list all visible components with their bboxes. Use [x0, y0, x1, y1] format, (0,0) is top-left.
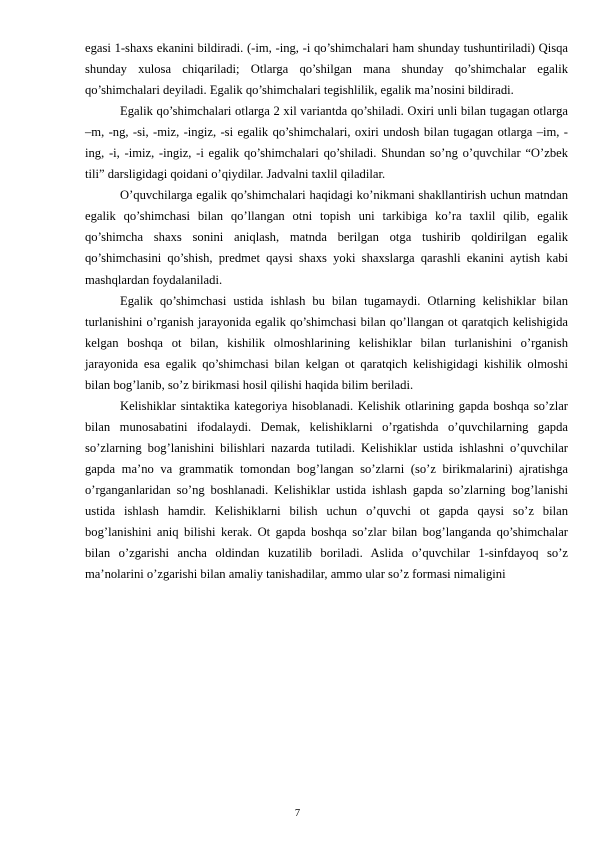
paragraph-kelishik-kategoriya: Kelishiklar sintaktika kategoriya hisoblanadi. Kelishik otlarining gapda boshqa so’zlar bilan munosabatini ifodalaydi. Demak, kelishiklarni o’rgatishda o’quvchilarning gapda so’zlarning bog’lanishini bilishlari nazarda tutiladi. Kelishiklar ustida ishlashni o’quvchilar gapda ma’no va grammatik tomondan bog’langan so’zlarni (so’z birikmalarini) ajratishga o’rganganlaridan so’ng boshlanadi. Kelishiklar ustida ishlash gapda so’zlarning bog’lanishi ustida ishlash hamdir. Kelishiklarni bilish uchun o’quvchi ot gapda qaysi so’z bilan bog’lanishini aniq bilishi kerak. Ot gapda boshqa so’zlar bilan bog’langanda qo’shimchalar bilan o’zgarishi ancha oldindan kuzatilib boriladi. Aslida o’quvchilar 1-sinfdayoq so’z ma’nolarini o’zgarishi bilan amaliy tanishadilar, ammo ular so’z formasi nimaligini — [85, 398, 568, 582]
paragraph-kelishik-turlanish: Egalik qo’shimchasi ustida ishlash bu bilan tugamaydi. Otlarning kelishiklar bilan turlanishini o’rganish jarayonida egalik qo’shimchasi bilan qo’llangan ot qaratqich kelishigida kelgan boshqa ot bilan, kishilik olmoshlarining kelishiklar bilan turlanishini o’rganish jarayonida esa egalik qo’shimchasi bilan kelgan ot qaratqich kelishigidagi kishilik olmoshi bilan bog’lanib, so’z birikmasi hosil qilishi haqida bilim beriladi. — [85, 293, 568, 392]
paragraph-egalik-variants: Egalik qo’shimchalari otlarga 2 xil variantda qo’shiladi. Oxiri unli bilan tugagan otlarga –m, -ng, -si, -miz, -ingiz, -si egalik qo’shimchalari, oxiri undosh bilan tugagan otlarga –im, -ing, -i, -imiz, -ingiz, -i egalik qo’shimchalari qo’shiladi. Shundan so’ng o’quvchilar “O’zbek tili” darsligidagi qoidani o’qiydilar. Jadvalni taxlil qiladilar. — [85, 104, 568, 182]
body-text — [85, 38, 568, 585]
page-number: 7 — [294, 808, 301, 819]
paragraph-exercises: O’quvchilarga egalik qo’shimchalari haqidagi ko’nikmani shakllantirish uchun matndan egalik qo’shimchasi bilan qo’llangan otni topish uni tarkibiga ko’ra taxlil qilib, egalik qo’shimcha shaxs sonini aniqlash, matnda berilgan otga tushirib qoldirilgan egalik qo’shimchasini qo’shish, predmet qaysi shaxs yoki shaxslarga qarashli ekanini aytish kabi mashqlardan foydalaniladi. — [85, 188, 568, 287]
paragraph-continuation: egasi 1-shaxs ekanini bildiradi. (-im, -ing, -i qo’shimchalari ham shunday tushuntiriladi) Qisqa shunday xulosa chiqariladi; Otlarga qo’shilgan mana shunday qo’shimchalar egalik qo’shimchalari deyiladi. Egalik qo’shimchalari tegishlilik, egalik ma’nosini bildiradi. — [85, 41, 568, 98]
